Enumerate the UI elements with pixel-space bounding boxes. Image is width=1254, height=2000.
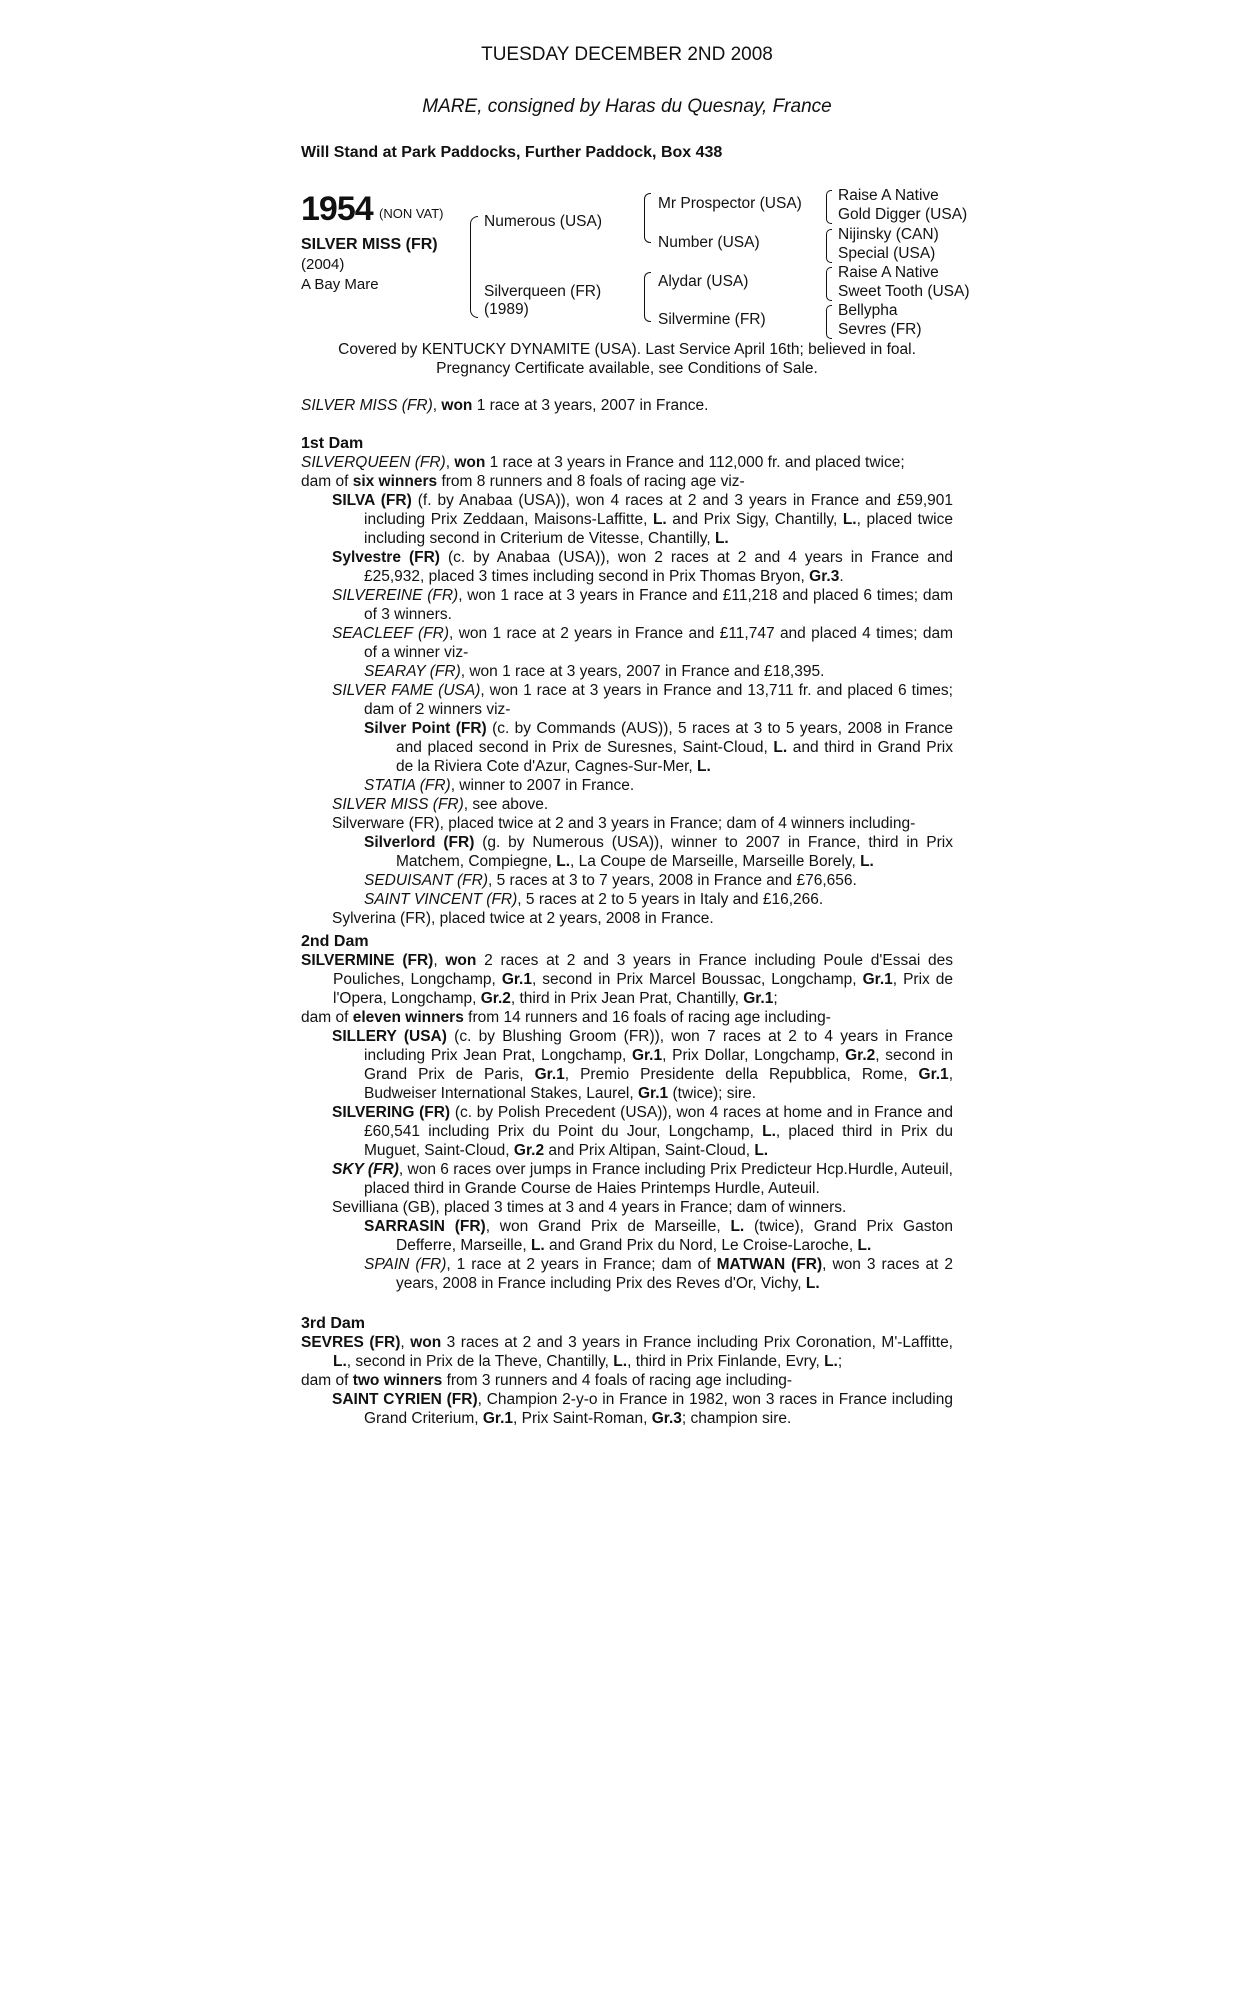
pedigree-brace	[826, 229, 832, 263]
produce-entry: SILVEREINE (FR), won 1 race at 3 years in France and £11,218 and placed 6 times; dam of 3 winners.	[332, 587, 953, 623]
produce-entry: SILVA (FR) (f. by Anabaa (USA)), won 4 races at 2 and 3 years in France and £59,901 including Prix Zeddaan, Maisons-Laffitte, L. and Prix Sigy, Chantilly, L., placed twice including second in Criterium de Vitesse, Chantilly, L.	[332, 492, 953, 547]
second-dam-section	[301, 932, 953, 1293]
summary-text: 1 race at 3 years, 2007 in France.	[472, 397, 709, 414]
produce-entry: SEDUISANT (FR), 5 races at 3 to 7 years, 2008 in France and £76,656.	[364, 872, 857, 889]
sire-sire-dam: Gold Digger (USA)	[838, 206, 968, 223]
first-dam-section	[301, 434, 953, 928]
third-dam-section	[301, 1314, 953, 1428]
produce-entry: SKY (FR), won 6 races over jumps in France including Prix Predicteur Hcp.Hurdle, Auteuil, placed third in Grande Course de Haies Printemps Hurdle, Auteuil.	[332, 1161, 953, 1197]
produce-entry: SEACLEEF (FR), won 1 race at 2 years in France and £11,747 and placed 4 times; dam of a winner viz-	[332, 625, 953, 661]
sire-sire: Mr Prospector (USA)	[658, 195, 802, 212]
produce-entry: Silverlord (FR) (g. by Numerous (USA)), winner to 2007 in France, third in Prix Matchem, Compiegne, L., La Coupe de Marseille, Marseille Borely, L.	[364, 834, 953, 870]
horse-name: SILVER MISS (FR)	[301, 236, 438, 253]
second-dam-produce-summary: dam of eleven winners from 14 runners and 16 foals of racing age including-	[301, 1009, 831, 1026]
dam: Silverqueen (FR)	[484, 283, 602, 300]
dam-sire-sire: Raise A Native	[838, 264, 939, 281]
produce-entry: SILVER FAME (USA), won 1 race at 3 years in France and 13,711 fr. and placed 6 times; dam of 2 winners viz-	[332, 682, 953, 718]
horse-description: A Bay Mare	[301, 276, 379, 293]
dam-year: (1989)	[484, 301, 529, 318]
dam-sire: Alydar (USA)	[658, 273, 749, 290]
produce-entry: Sylverina (FR), placed twice at 2 years, 2008 in France.	[332, 910, 714, 927]
pedigree-brace	[826, 267, 832, 301]
pedigree-brace	[644, 272, 651, 322]
second-dam-heading: 2nd Dam	[301, 933, 369, 950]
produce-entry: SEARAY (FR), won 1 race at 3 years, 2007 in France and £18,395.	[364, 663, 825, 680]
lot-number: 1954	[301, 190, 373, 228]
pregnancy-certificate-line: Pregnancy Certificate available, see Conditions of Sale.	[436, 360, 818, 377]
vat-status: (NON VAT)	[379, 206, 444, 221]
first-dam-intro: SILVERQUEEN (FR), won 1 race at 3 years in France and 112,000 fr. and placed twice;	[301, 454, 905, 471]
summary-horse-name: SILVER MISS (FR)	[301, 397, 433, 414]
produce-entry: SILVER MISS (FR), see above.	[332, 796, 549, 813]
pedigree-brace	[470, 216, 478, 318]
sire: Numerous (USA)	[484, 213, 602, 230]
sire-dam-dam: Special (USA)	[838, 245, 936, 262]
consignment-line: MARE, consigned by Haras du Quesnay, France	[422, 96, 832, 117]
covering-line: Covered by KENTUCKY DYNAMITE (USA). Last Service April 16th; believed in foal.	[338, 341, 916, 358]
produce-entry: Sevilliana (GB), placed 3 times at 3 and 4 years in France; dam of winners.	[332, 1199, 847, 1216]
produce-entry: SARRASIN (FR), won Grand Prix de Marseille, L. (twice), Grand Prix Gaston Defferre, Marseille, L. and Grand Prix du Nord, Le Croise-Laroche, L.	[364, 1218, 953, 1254]
dam-sire-dam: Sweet Tooth (USA)	[838, 283, 970, 300]
summary-won: won	[441, 397, 473, 414]
third-dam-produce-summary: dam of two winners from 3 runners and 4 foals of racing age including-	[301, 1372, 793, 1389]
race-summary: SILVER MISS (FR), won 1 race at 3 years, 2007 in France.	[301, 397, 709, 414]
pedigree-brace	[826, 305, 832, 339]
produce-entry: Sylvestre (FR) (c. by Anabaa (USA)), won 2 races at 2 and 4 years in France and £25,932, placed 3 times including second in Prix Thomas Bryon, Gr.3.	[332, 549, 953, 585]
sale-date: TUESDAY DECEMBER 2ND 2008	[481, 44, 773, 65]
sire-dam-sire: Nijinsky (CAN)	[838, 226, 939, 243]
produce-entry: SILLERY (USA) (c. by Blushing Groom (FR)), won 7 races at 2 to 4 years in France including Prix Jean Prat, Longchamp, Gr.1, Prix Dollar, Longchamp, Gr.2, second in Grand Prix de Paris, Gr.1, Premio Presidente della Repubblica, Rome, Gr.1, Budweiser International Stakes, Laurel, Gr.1 (twice); sire.	[332, 1028, 954, 1102]
dam-dam: Silvermine (FR)	[658, 311, 766, 328]
produce-entry: Silver Point (FR) (c. by Commands (AUS)), 5 races at 3 to 5 years, 2008 in France and placed second in Prix de Suresnes, Saint-Cloud, L. and third in Grand Prix de la Riviera Cote d'Azur, Cagnes-Sur-Mer, L.	[364, 720, 953, 775]
stand-location: Will Stand at Park Paddocks, Further Paddock, Box 438	[301, 144, 723, 161]
produce-entry: Silverware (FR), placed twice at 2 and 3 years in France; dam of 4 winners including-	[332, 815, 916, 832]
pedigree-brace	[644, 193, 651, 243]
sire-sire-sire: Raise A Native	[838, 187, 939, 204]
second-dam-intro: SILVERMINE (FR), won 2 races at 2 and 3 years in France including Poule d'Essai des Pouliches, Longchamp, Gr.1, second in Prix Marcel Boussac, Longchamp, Gr.1, Prix de l'Opera, Longchamp, Gr.2, third in Prix Jean Prat, Chantilly, Gr.1;	[301, 952, 954, 1007]
dam-dam-dam: Sevres (FR)	[838, 321, 922, 338]
produce-entry: SILVERING (FR) (c. by Polish Precedent (USA)), won 4 races at home and in France and £60,541 including Prix du Point du Jour, Longchamp, L., placed third in Prix du Muguet, Saint-Cloud, Gr.2 and Prix Altipan, Saint-Cloud, L.	[332, 1104, 953, 1159]
produce-entry: STATIA (FR), winner to 2007 in France.	[364, 777, 635, 794]
first-dam-produce-summary: dam of six winners from 8 runners and 8 foals of racing age viz-	[301, 473, 745, 490]
horse-year: (2004)	[301, 256, 345, 273]
third-dam-intro: SEVRES (FR), won 3 races at 2 and 3 years in France including Prix Coronation, M'-Laffitte, L., second in Prix de la Theve, Chantilly, L., third in Prix Finlande, Evry, L.;	[301, 1334, 953, 1370]
pedigree-brace	[826, 190, 832, 224]
covering-info	[0, 340, 1254, 378]
dam-dam-sire: Bellypha	[838, 302, 898, 319]
first-dam-heading: 1st Dam	[301, 435, 364, 452]
produce-entry: SAINT VINCENT (FR), 5 races at 2 to 5 years in Italy and £16,266.	[364, 891, 824, 908]
sire-dam: Number (USA)	[658, 234, 760, 251]
produce-entry: SPAIN (FR), 1 race at 2 years in France; dam of MATWAN (FR), won 3 races at 2 years, 2008 in France including Prix des Reves d'Or, Vichy, L.	[364, 1256, 953, 1292]
third-dam-heading: 3rd Dam	[301, 1315, 366, 1332]
produce-entry: SAINT CYRIEN (FR), Champion 2-y-o in France in 1982, won 3 races in France including Grand Criterium, Gr.1, Prix Saint-Roman, Gr.3; champion sire.	[332, 1391, 953, 1427]
